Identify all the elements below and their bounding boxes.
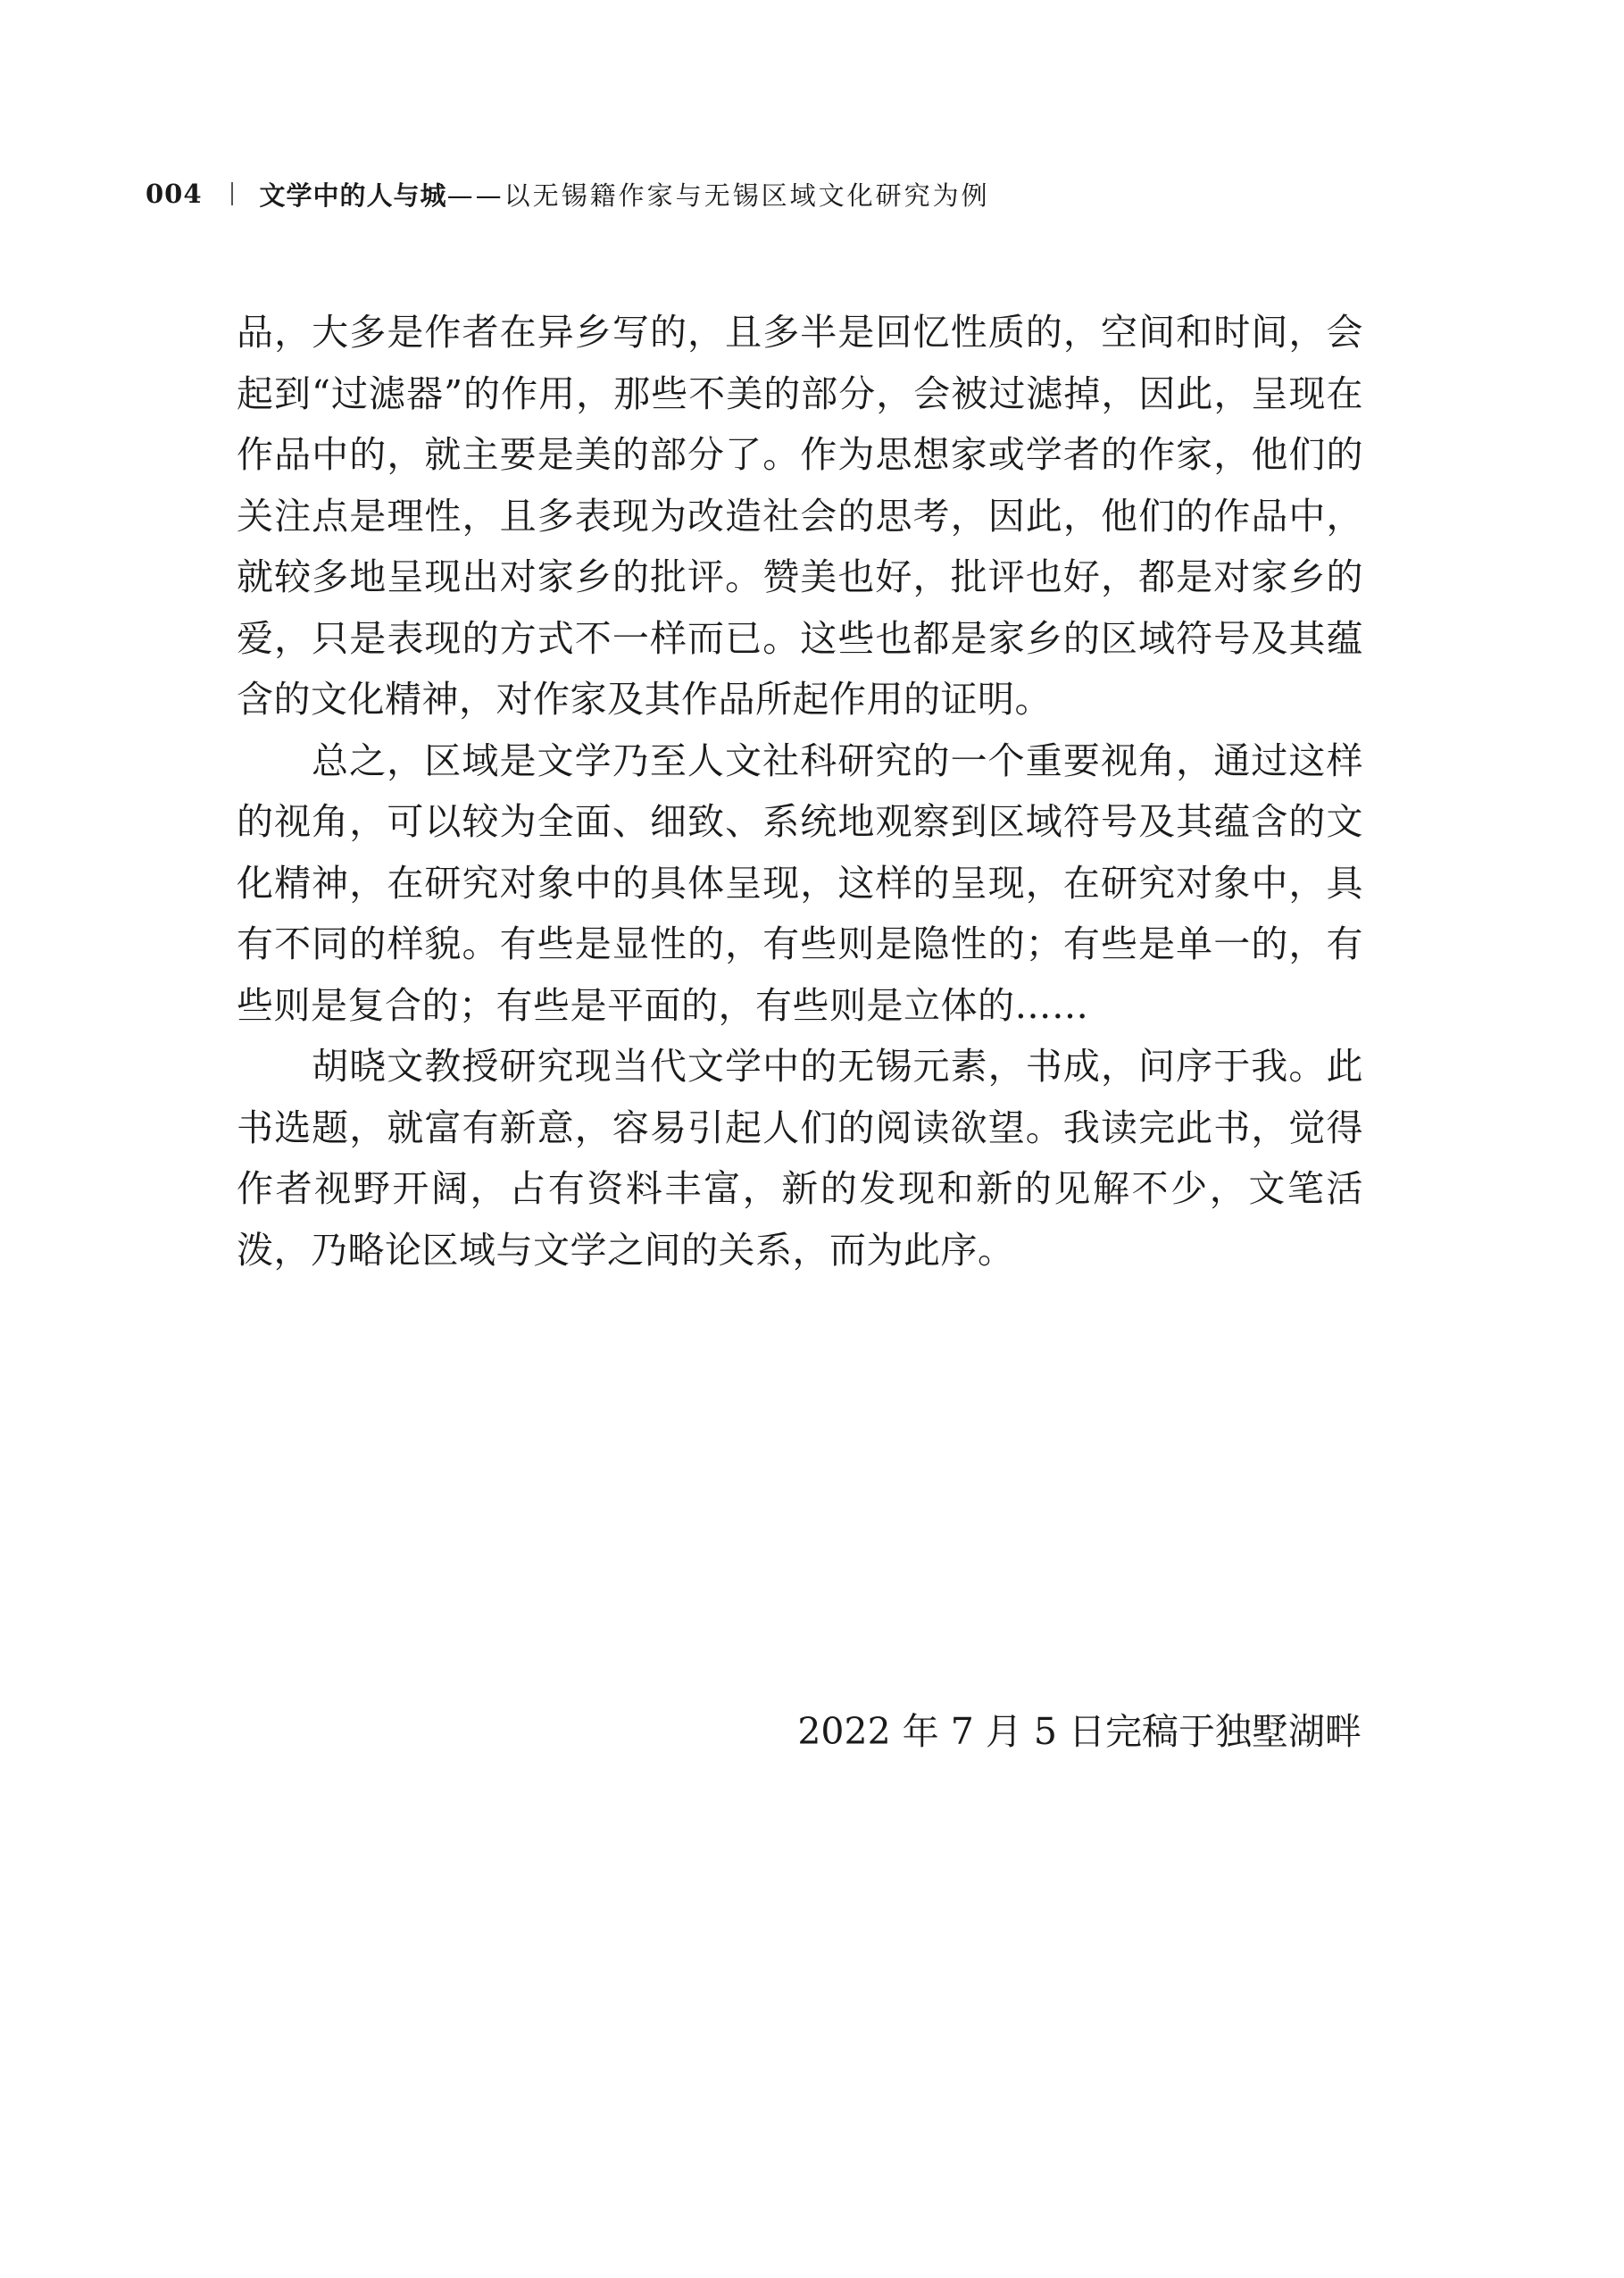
book-subtitle: ——以无锡籍作家与无锡区域文化研究为例 bbox=[446, 179, 990, 211]
running-header bbox=[146, 171, 990, 216]
paragraph-continued: 品，大多是作者在异乡写的，且多半是回忆性质的，空间和时间，会起到“过滤器”的作用，那些不美的部分，会被过滤掉，因此，呈现在作品中的，就主要是美的部分了。作为思想家或学者的作家，他们的关注点是理性，且多表现为改造社会的思考，因此，他们的作品中，就较多地呈现出对家乡的批评。赞美也好，批评也好，都是对家乡的爱，只是表现的方式不一样而已。这些也都是家乡的区域符号及其蕴含的文化精神，对作家及其作品所起作用的证明。 bbox=[237, 311, 1363, 721]
page-number: 004 bbox=[146, 179, 203, 209]
body-text bbox=[237, 302, 1363, 1281]
paragraph-closing: 胡晓文教授研究现当代文学中的无锡元素，书成，问序于我。此书选题，就富有新意，容易引起人们的阅读欲望。我读完此书，觉得作者视野开阔，占有资料丰富，新的发现和新的见解不少，文笔活泼，乃略论区域与文学之间的关系，而为此序。 bbox=[237, 1045, 1363, 1272]
paragraph-summary: 总之，区域是文学乃至人文社科研究的一个重要视角，通过这样的视角，可以较为全面、细致、系统地观察到区域符号及其蕴含的文化精神，在研究对象中的具体呈现，这样的呈现，在研究对象中，具有不同的样貌。有些是显性的，有些则是隐性的；有些是单一的，有些则是复合的；有些是平面的，有些则是立体的…… bbox=[237, 738, 1363, 1027]
preface-signoff: 2022 年 7 月 5 日完稿于独墅湖畔 bbox=[797, 1710, 1362, 1753]
header-divider bbox=[231, 182, 233, 205]
book-title: 文学中的人与城 bbox=[259, 179, 447, 211]
